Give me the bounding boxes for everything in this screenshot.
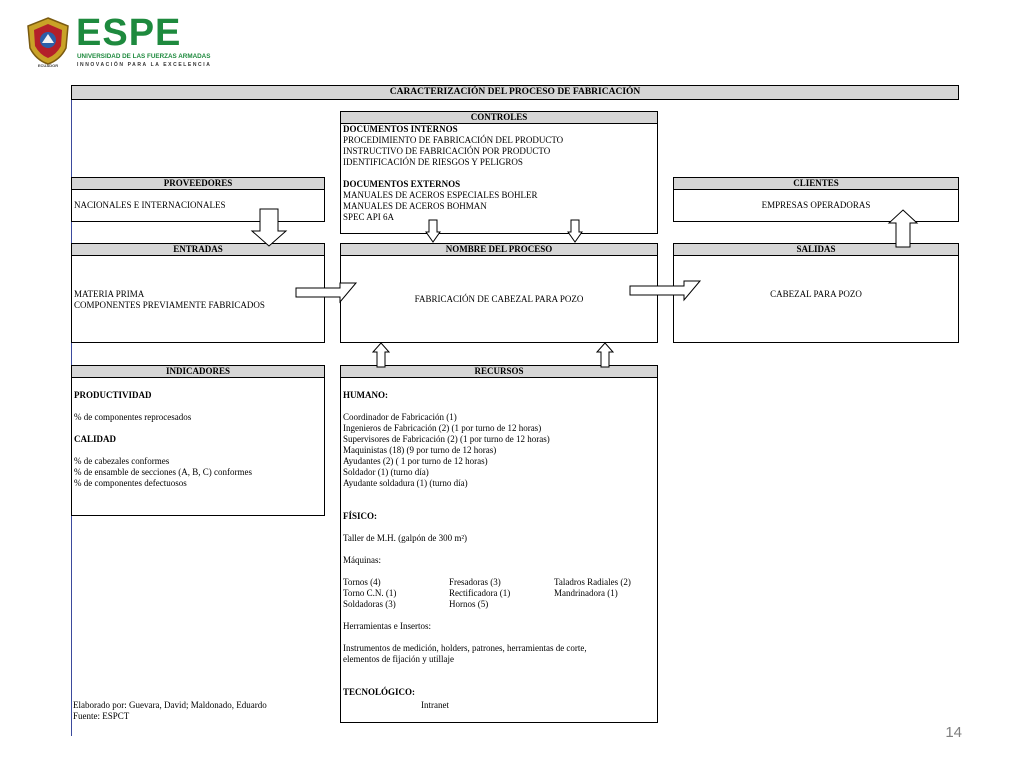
maquina-cell: Rectificadora (1): [449, 588, 511, 598]
salidas-header: SALIDAS: [674, 244, 958, 256]
arrow-up-icon: [888, 209, 918, 249]
entradas-box: [71, 243, 325, 343]
productividad-item: % de componentes reprocesados: [74, 412, 192, 422]
arrow-down-icon: [567, 220, 583, 244]
arrow-up-icon: [372, 342, 390, 368]
entradas-item: MATERIA PRIMA: [74, 289, 145, 299]
logo-tagline: INNOVACIÓN PARA LA EXCELENCIA: [77, 62, 212, 68]
maquinas-title: Máquinas:: [343, 555, 381, 565]
maquina-cell: Mandrinadora (1): [554, 588, 618, 598]
humano-item: Maquinistas (18) (9 por turno de 12 horas): [343, 445, 497, 455]
humano-item: Ayudantes (2) ( 1 por turno de 12 horas): [343, 456, 488, 466]
footer-elaborado: Elaborado por: Guevara, David; Maldonado, Eduardo: [73, 700, 267, 710]
internos-item: PROCEDIMIENTO DE FABRICACIÓN DEL PRODUCTO: [343, 135, 564, 145]
university-name: UNIVERSIDAD DE LAS FUERZAS ARMADAS: [77, 53, 211, 60]
seal-icon: [24, 16, 72, 68]
maquina-cell: Tornos (4): [343, 577, 381, 587]
externos-item: MANUALES DE ACEROS BOHMAN: [343, 201, 487, 211]
calidad-item: % de componentes defectuosos: [74, 478, 187, 488]
instrumentos-text: elementos de fijación y utillaje: [343, 654, 454, 664]
proveedores-value: NACIONALES E INTERNACIONALES: [74, 200, 226, 210]
maquina-cell: Torno C.N. (1): [343, 588, 397, 598]
maquina-cell: Soldadoras (3): [343, 599, 396, 609]
calidad-item: % de cabezales conformes: [74, 456, 170, 466]
arrow-up-icon: [596, 342, 614, 368]
calidad-item: % de ensamble de secciones (A, B, C) conformes: [74, 467, 252, 477]
title-bar: [71, 85, 959, 100]
controles-box: [340, 111, 658, 234]
page-title: CARACTERIZACIÓN DEL PROCESO DE FABRICACIÓN: [389, 87, 641, 97]
salidas-value: CABEZAL PARA POZO: [770, 289, 862, 299]
humano-item: Soldador (1) (turno día): [343, 467, 429, 477]
externos-item: SPEC API 6A: [343, 212, 395, 222]
externos-item: MANUALES DE ACEROS ESPECIALES BOHLER: [343, 190, 538, 200]
logo: [24, 12, 219, 68]
maquina-cell: Hornos (5): [449, 599, 489, 609]
tecnologico-value: Intranet: [421, 700, 449, 710]
herramientas-text: Herramientas e Insertos:: [343, 621, 431, 631]
instrumentos-text: Instrumentos de medición, holders, patrones, herramientas de corte,: [343, 643, 587, 653]
arrow-right-icon: [630, 280, 702, 302]
externos-title: DOCUMENTOS EXTERNOS: [343, 179, 461, 189]
clientes-header: CLIENTES: [674, 178, 958, 190]
clientes-value: EMPRESAS OPERADORAS: [761, 200, 871, 210]
brand-wordmark: ESPE: [76, 12, 182, 54]
entradas-header: ENTRADAS: [72, 244, 324, 256]
humano-item: Ayudante soldadura (1) (turno día): [343, 478, 468, 488]
seal-caption: ECUADOR: [37, 63, 59, 68]
maquina-cell: Taladros Radiales (2): [554, 577, 631, 587]
salidas-box: [673, 243, 959, 343]
arrow-right-icon: [296, 282, 358, 304]
arrow-down-icon: [251, 209, 287, 247]
humano-item: Ingenieros de Fabricación (2) (1 por turno de 12 horas): [343, 423, 542, 433]
internos-title: DOCUMENTOS INTERNOS: [343, 124, 458, 134]
page-number: 14: [945, 724, 962, 741]
fisico-title: FÍSICO:: [343, 511, 378, 521]
humano-title: HUMANO:: [343, 390, 388, 400]
internos-item: INSTRUCTIVO DE FABRICACIÓN POR PRODUCTO: [343, 146, 551, 156]
maquina-cell: Fresadoras (3): [449, 577, 501, 587]
entradas-item: COMPONENTES PREVIAMENTE FABRICADOS: [74, 300, 265, 310]
controles-header: CONTROLES: [341, 112, 657, 124]
recursos-box: [340, 365, 658, 723]
humano-item: Supervisores de Fabricación (2) (1 por turno de 12 horas): [343, 434, 550, 444]
tecnologico-title: TECNOLÓGICO:: [343, 687, 416, 697]
proveedores-header: PROVEEDORES: [72, 178, 324, 190]
internos-item: IDENTIFICACIÓN DE RIESGOS Y PELIGROS: [343, 157, 523, 167]
indicadores-box: [71, 365, 325, 516]
footer-fuente: Fuente: ESPCT: [73, 711, 130, 721]
productividad-title: PRODUCTIVIDAD: [74, 390, 152, 400]
humano-item: Coordinador de Fabricación (1): [343, 412, 457, 422]
proceso-header: NOMBRE DEL PROCESO: [341, 244, 657, 256]
recursos-header: RECURSOS: [341, 366, 657, 378]
proceso-value: FABRICACIÓN DE CABEZAL PARA POZO: [414, 294, 584, 304]
indicadores-header: INDICADORES: [72, 366, 324, 378]
maquinas-grid: [343, 577, 653, 610]
arrow-down-icon: [425, 220, 441, 244]
taller-text: Taller de M.H. (galpón de 300 m²): [343, 533, 468, 543]
calidad-title: CALIDAD: [74, 434, 117, 444]
proceso-box: [340, 243, 658, 343]
